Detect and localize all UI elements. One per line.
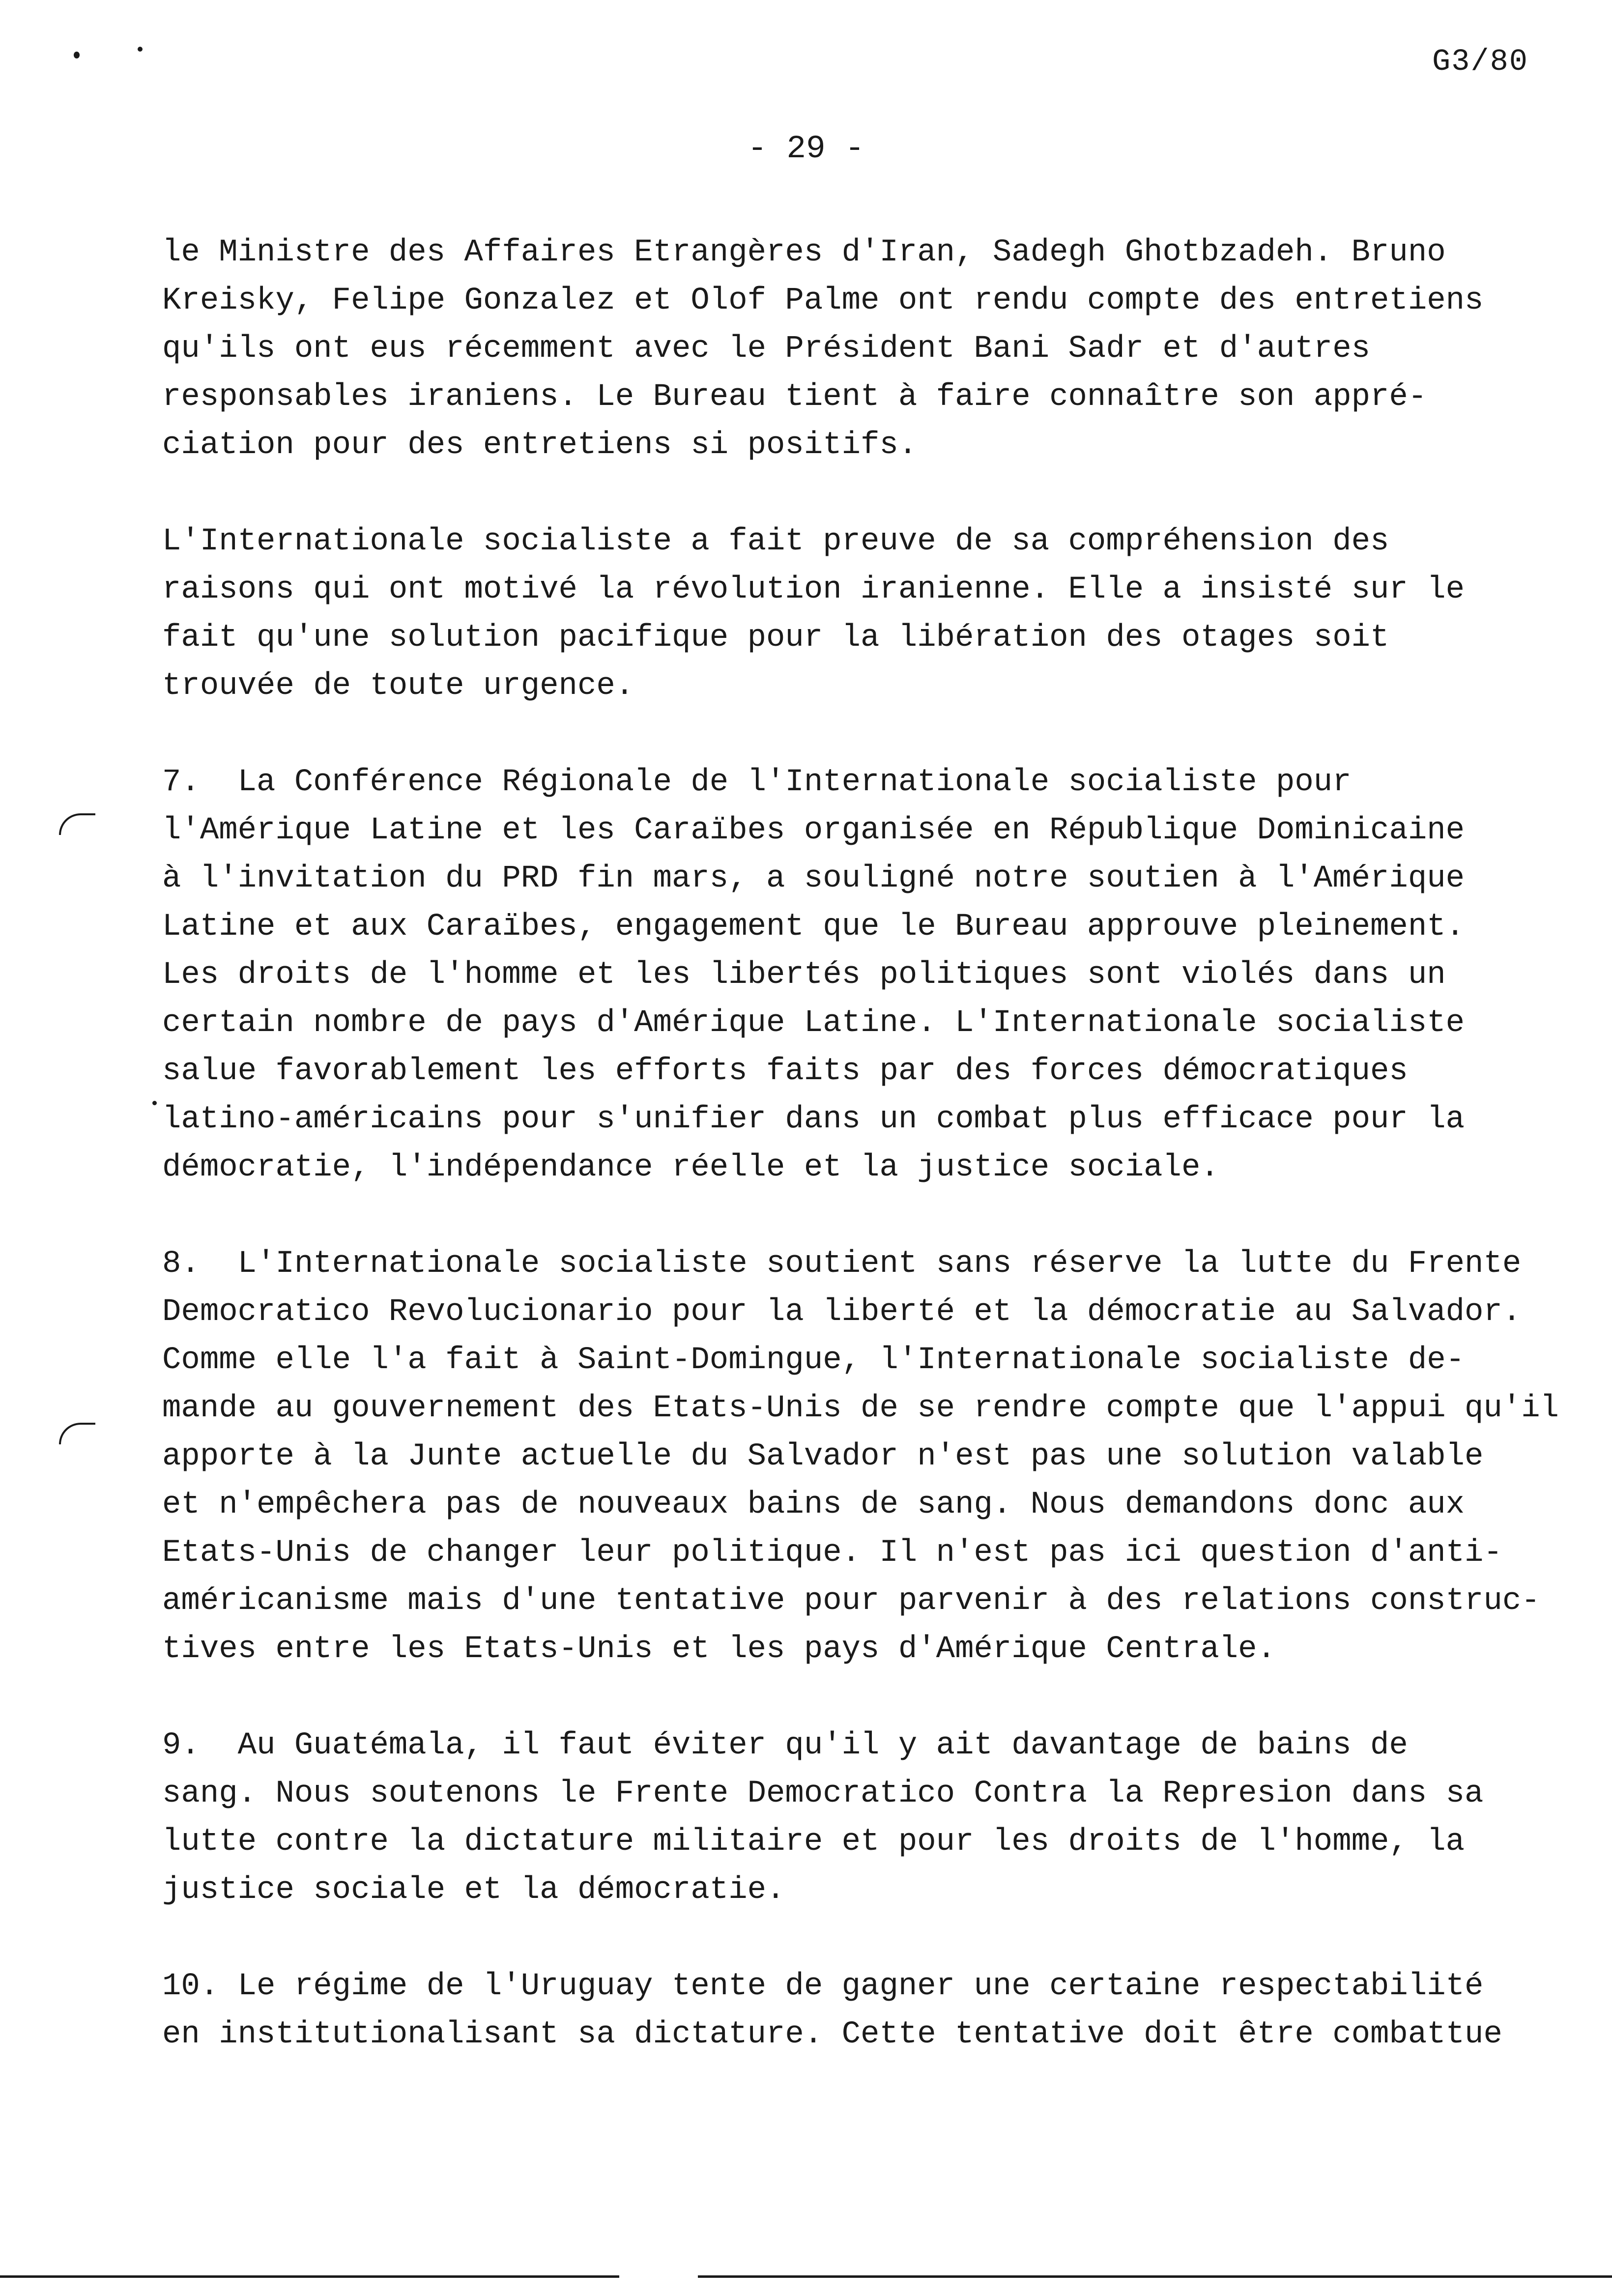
text-line: l'Amérique Latine et les Caraïbes organisée en République Dominicaine	[162, 813, 1465, 848]
text-line: mande au gouvernement des Etats-Unis de se rendre compte que l'appui qu'il	[162, 1391, 1559, 1426]
text-line: Etats-Unis de changer leur politique. Il n'est pas ici question d'anti-	[162, 1535, 1502, 1571]
text-line: ciation pour des entretiens si positifs.	[162, 428, 918, 463]
page-number: - 29 -	[748, 130, 864, 167]
paragraph	[162, 1240, 1587, 1673]
paragraph	[162, 1722, 1587, 1914]
text-line: Les droits de l'homme et les libertés politiques sont violés dans un	[162, 957, 1446, 993]
document-reference: G3/80	[1432, 44, 1528, 79]
text-line: Kreisky, Felipe Gonzalez et Olof Palme ont rendu compte des entretiens	[162, 283, 1484, 318]
scan-speck	[74, 52, 80, 58]
text-line: 7. La Conférence Régionale de l'Internationale socialiste pour	[162, 765, 1352, 800]
bottom-rule-left	[0, 2275, 619, 2278]
text-line: et n'empêchera pas de nouveaux bains de sang. Nous demandons donc aux	[162, 1487, 1465, 1522]
margin-mark	[59, 813, 95, 835]
text-line: 10. Le régime de l'Uruguay tente de gagner une certaine respectabilité	[162, 1969, 1484, 2004]
paragraph	[162, 229, 1587, 469]
text-line: raisons qui ont motivé la révolution iranienne. Elle a insisté sur le	[162, 572, 1465, 607]
text-line: Comme elle l'a fait à Saint-Domingue, l'Internationale socialiste de-	[162, 1343, 1465, 1378]
scan-speck	[152, 1101, 157, 1105]
text-line: L'Internationale socialiste a fait preuve de sa compréhension des	[162, 524, 1389, 559]
bottom-rule-right	[698, 2275, 1612, 2278]
text-line: certain nombre de pays d'Amérique Latine. L'Internationale socialiste	[162, 1005, 1465, 1041]
text-line: justice sociale et la démocratie.	[162, 1872, 785, 1908]
scan-speck	[138, 47, 143, 52]
text-line: le Ministre des Affaires Etrangères d'Iran, Sadegh Ghotbzadeh. Bruno	[162, 235, 1446, 270]
text-line: américanisme mais d'une tentative pour parvenir à des relations construc-	[162, 1583, 1540, 1619]
text-line: sang. Nous soutenons le Frente Democratico Contra la Represion dans sa	[162, 1776, 1484, 1811]
document-body	[162, 229, 1587, 2107]
text-line: apporte à la Junte actuelle du Salvador n'est pas une solution valable	[162, 1439, 1484, 1474]
text-line: fait qu'une solution pacifique pour la libération des otages soit	[162, 620, 1389, 656]
text-line: trouvée de toute urgence.	[162, 668, 634, 704]
margin-mark	[59, 1423, 95, 1444]
text-line: Democratico Revolucionario pour la liberté et la démocratie au Salvador.	[162, 1294, 1522, 1330]
text-line: démocratie, l'indépendance réelle et la justice sociale.	[162, 1150, 1219, 1185]
text-line: qu'ils ont eus récemment avec le Président Bani Sadr et d'autres	[162, 331, 1370, 367]
text-line: lutte contre la dictature militaire et pour les droits de l'homme, la	[162, 1824, 1465, 1860]
paragraph	[162, 758, 1587, 1192]
paragraph	[162, 1962, 1587, 2059]
text-line: en institutionalisant sa dictature. Cette tentative doit être combattue	[162, 2017, 1502, 2052]
text-line: à l'invitation du PRD fin mars, a souligné notre soutien à l'Amérique	[162, 861, 1465, 896]
text-line: 9. Au Guatémala, il faut éviter qu'il y ait davantage de bains de	[162, 1728, 1408, 1763]
text-line: salue favorablement les efforts faits par des forces démocratiques	[162, 1054, 1408, 1089]
text-line: 8. L'Internationale socialiste soutient sans réserve la lutte du Frente	[162, 1246, 1522, 1282]
text-line: tives entre les Etats-Unis et les pays d'Amérique Centrale.	[162, 1632, 1276, 1667]
paragraph	[162, 517, 1587, 710]
text-line: responsables iraniens. Le Bureau tient à faire connaître son appré-	[162, 379, 1427, 415]
text-line: Latine et aux Caraïbes, engagement que le Bureau approuve pleinement.	[162, 909, 1465, 945]
text-line: latino-américains pour s'unifier dans un combat plus efficace pour la	[162, 1102, 1465, 1137]
